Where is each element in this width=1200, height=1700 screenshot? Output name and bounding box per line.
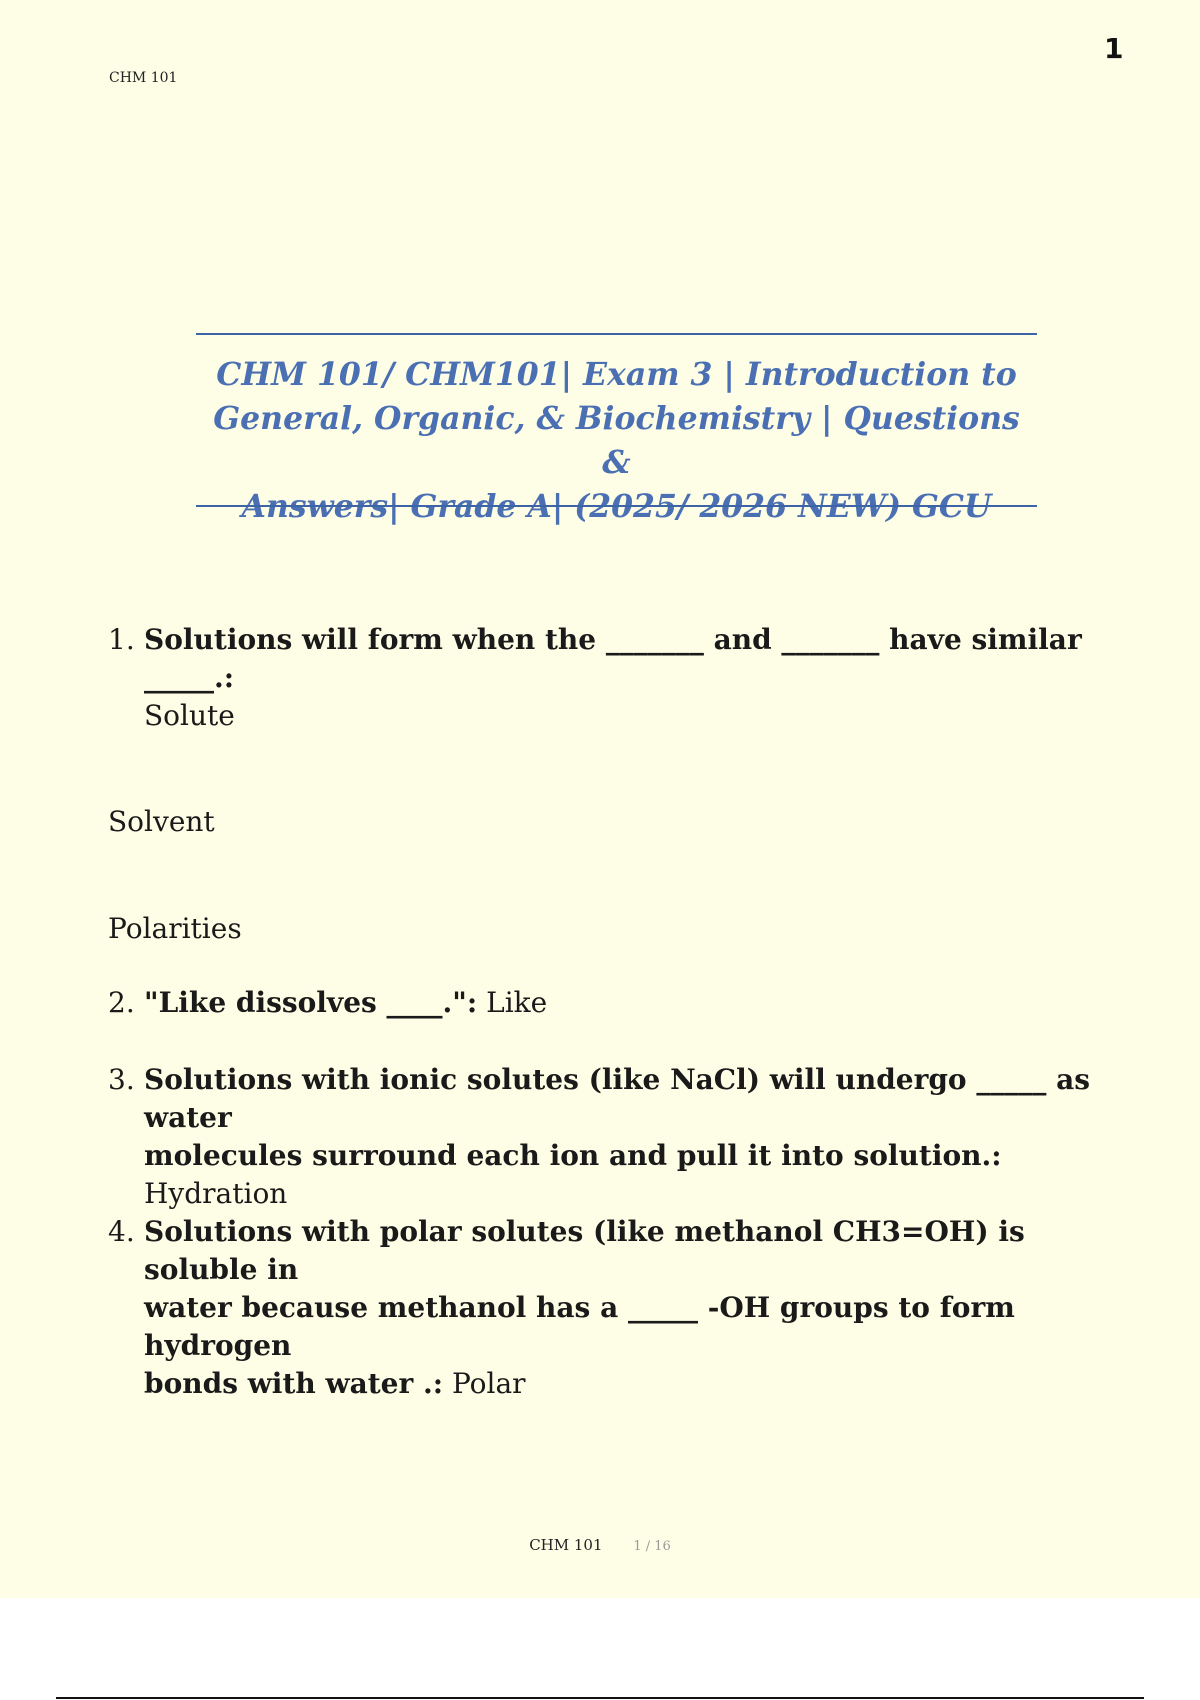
question-text: molecules surround each ion and pull it into solution.: [144, 1139, 1002, 1172]
question-text: Solutions with polar solutes (like methanol CH3=OH) is soluble in [144, 1215, 1025, 1286]
answer-text: Hydration [144, 1177, 288, 1210]
footer-course: CHM 101 [529, 1536, 603, 1554]
title-line-2: General, Organic, & Biochemistry | Questions & [213, 400, 1020, 481]
answer-extra-solvent: Solvent [108, 805, 215, 838]
question-text: Solutions with ionic solutes (like NaCl) will undergo _____ as water [144, 1063, 1090, 1134]
document-title [196, 353, 1037, 529]
title-bottom-rule [196, 505, 1037, 507]
next-page-rule [56, 1697, 1144, 1699]
question-4-line-2 [144, 1289, 1128, 1365]
answer-text: Solute [144, 699, 235, 732]
question-3-line-2 [144, 1137, 1128, 1213]
question-number: 4. [108, 1215, 135, 1248]
answer-extra-polarities: Polarities [108, 912, 242, 945]
question-number: 2. [108, 986, 135, 1019]
question-number: 3. [108, 1063, 135, 1096]
question-1-line [144, 621, 1128, 697]
question-4 [108, 1213, 1128, 1403]
question-3-line-1 [144, 1061, 1128, 1137]
question-text: bonds with water .: [144, 1367, 444, 1400]
question-number: 1. [108, 623, 135, 656]
answer-text: Like [486, 986, 548, 1019]
question-4-line-3 [144, 1365, 1128, 1403]
footer-page-indicator: 1 / 16 [633, 1539, 671, 1554]
question-text: Solutions will form when the _______ and _______ have similar _____.: [144, 623, 1082, 694]
question-text: "Like dissolves ____.": [144, 986, 478, 1019]
page-number: 1 [1104, 32, 1124, 65]
question-1 [108, 621, 1128, 735]
title-line-3: Answers| Grade A| (2025/ 2026 NEW) GCU [241, 488, 992, 525]
question-text: water because methanol has a _____ -OH groups to form hydrogen [144, 1291, 1015, 1362]
answer-text: Polar [451, 1367, 526, 1400]
title-top-rule [196, 333, 1037, 335]
question-3 [108, 1061, 1128, 1213]
question-4-line-1 [144, 1213, 1128, 1289]
title-line-1: CHM 101/ CHM101| Exam 3 | Introduction to [216, 356, 1017, 393]
question-2 [108, 984, 1128, 1022]
header-course: CHM 101 [109, 70, 178, 86]
page-footer [0, 1536, 1200, 1554]
